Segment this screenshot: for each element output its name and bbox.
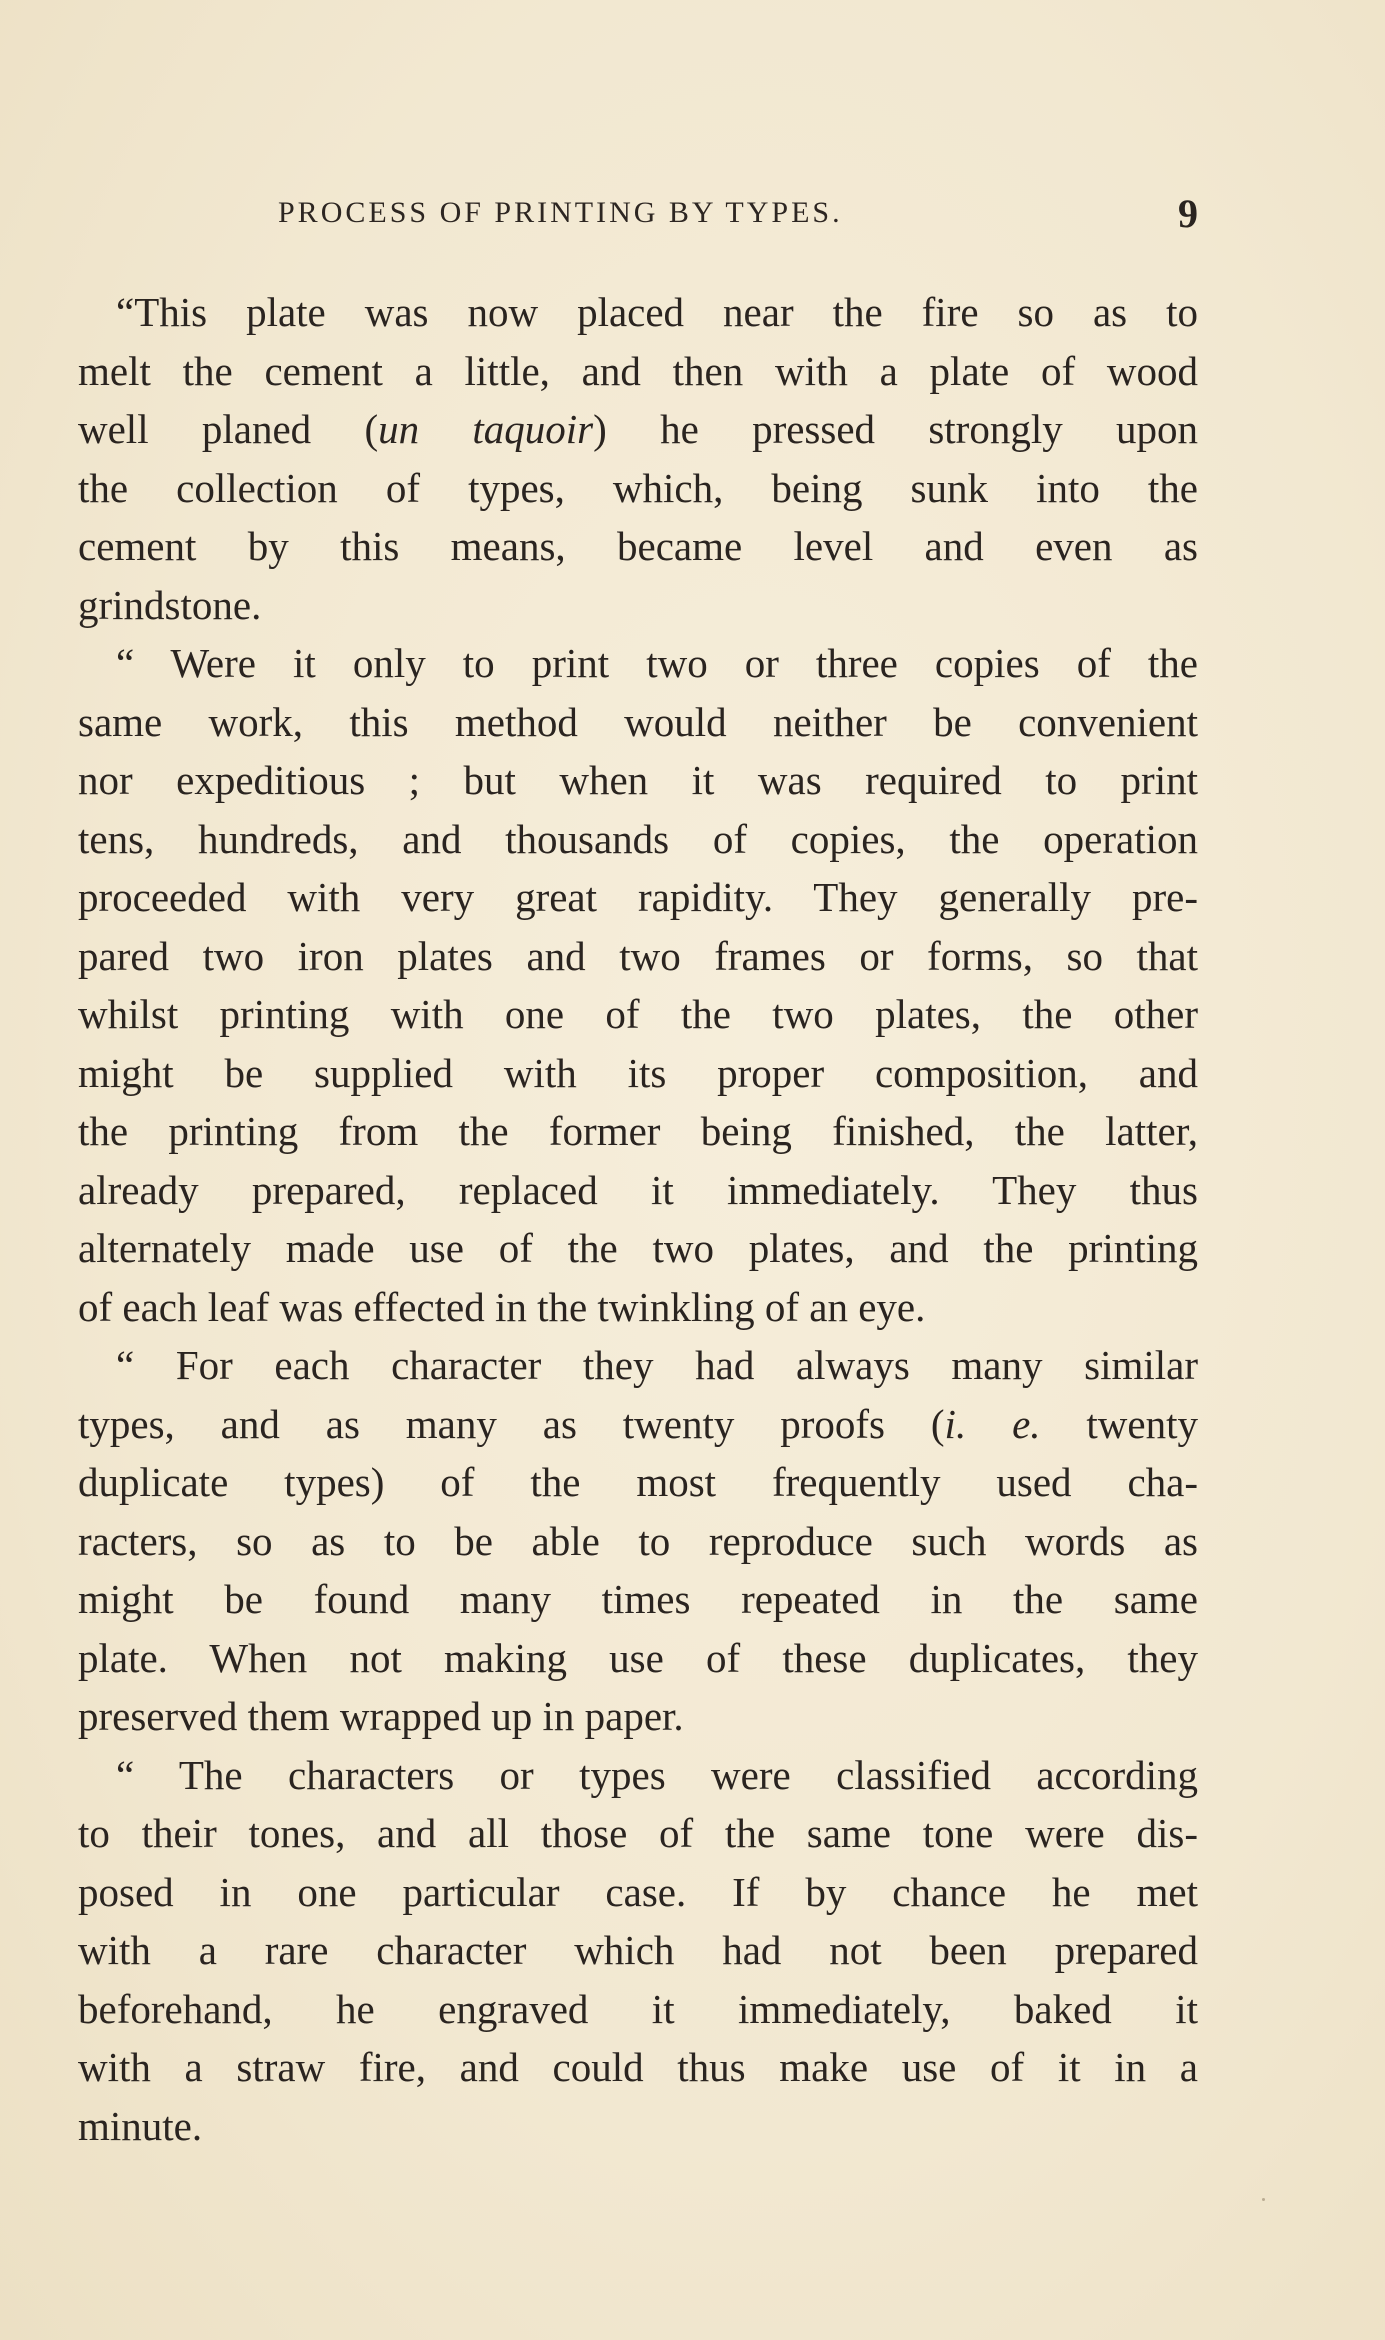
text-segment: posed in one particular case. If by chance he met	[78, 1868, 1198, 1915]
text-segment: racters, so as to be able to reproduce such words as	[78, 1517, 1198, 1564]
text-segment: melt the cement a little, and then with a plate of wood	[78, 347, 1198, 394]
text-line	[78, 2097, 1198, 2156]
text-segment: twenty	[1040, 1400, 1198, 1447]
text-line	[78, 1570, 1198, 1629]
italic-phrase: un taquoir	[378, 406, 594, 452]
text-segment: already prepared, replaced it immediately. They thus	[78, 1166, 1198, 1213]
text-line	[78, 810, 1198, 869]
body-text	[78, 283, 1198, 2155]
paragraph	[78, 634, 1198, 1336]
running-title: PROCESS OF PRINTING BY TYPES.	[278, 196, 843, 229]
text-segment: to their tones, and all those of the same tone were dis-	[78, 1810, 1198, 1856]
text-line	[78, 751, 1198, 810]
text-segment: proceeded with very great rapidity. They generally pre-	[78, 874, 1198, 920]
text-line	[78, 517, 1198, 576]
text-line	[78, 1687, 1198, 1746]
text-line	[78, 634, 1198, 693]
text-segment: duplicate types) of the most frequently used cha-	[78, 1459, 1198, 1505]
text-line	[78, 1161, 1198, 1220]
text-line	[78, 576, 1198, 635]
text-line	[78, 927, 1198, 986]
text-line	[78, 400, 1198, 459]
text-segment: the printing from the former being finished, the latter,	[78, 1108, 1198, 1154]
text-segment: grindstone.	[78, 581, 262, 628]
text-segment: might be found many times repeated in the same	[78, 1576, 1198, 1622]
page-number: 9	[1178, 191, 1198, 236]
text-segment: minute.	[78, 2102, 203, 2149]
text-line	[78, 1044, 1198, 1103]
text-segment: preserved them wrapped up in paper.	[78, 1693, 684, 1739]
text-line	[78, 868, 1198, 927]
text-line	[78, 985, 1198, 1044]
running-head	[78, 190, 1198, 242]
text-line	[78, 1512, 1198, 1571]
text-segment: same work, this method would neither be convenient	[78, 698, 1198, 745]
text-segment: plate. When not making use of these duplicates, they	[78, 1634, 1198, 1681]
text-segment: tens, hundreds, and thousands of copies, the operation	[78, 815, 1198, 862]
text-line	[78, 1746, 1198, 1805]
text-segment: types, and as many as twenty proofs (	[78, 1400, 945, 1447]
text-line	[78, 1395, 1198, 1454]
text-segment: “This plate was now placed near the fire so as to	[116, 289, 1198, 335]
text-segment: “ The characters or types were classified according	[116, 1751, 1198, 1798]
text-segment: of each leaf was effected in the twinkling of an eye.	[78, 1283, 926, 1330]
text-segment: cement by this means, became level and even as	[78, 523, 1198, 569]
text-segment: alternately made use of the two plates, and the printing	[78, 1225, 1198, 1271]
paragraph	[78, 1746, 1198, 2156]
text-line	[78, 1219, 1198, 1278]
paper-speck	[1262, 2198, 1265, 2201]
text-segment: whilst printing with one of the two plates, the other	[78, 991, 1198, 1037]
paragraph	[78, 1336, 1198, 1746]
italic-phrase: i. e.	[944, 1400, 1041, 1447]
text-segment: might be supplied with its proper composition, and	[78, 1049, 1198, 1096]
paragraph	[78, 283, 1198, 634]
text-segment: beforehand, he engraved it immediately, baked it	[78, 1985, 1198, 2032]
text-segment: with a straw fire, and could thus make use of it in a	[78, 2044, 1198, 2090]
text-line	[78, 342, 1198, 401]
text-line	[78, 283, 1198, 342]
text-segment: well planed (	[78, 406, 379, 452]
text-segment: nor expeditious ; but when it was required to print	[78, 757, 1198, 803]
text-line	[78, 1336, 1198, 1395]
text-line	[78, 1629, 1198, 1688]
text-line	[78, 459, 1198, 518]
text-line	[78, 1921, 1198, 1980]
text-line	[78, 2038, 1198, 2097]
text-line	[78, 1102, 1198, 1161]
text-line	[78, 1278, 1198, 1337]
text-segment: “ For each character they had always many similar	[116, 1342, 1198, 1388]
text-segment: ) he pressed strongly upon	[593, 406, 1198, 452]
text-segment: “ Were it only to print two or three copies of the	[116, 640, 1198, 686]
text-segment: with a rare character which had not been prepared	[78, 1927, 1198, 1973]
text-line	[78, 1863, 1198, 1922]
text-segment: pared two iron plates and two frames or forms, so that	[78, 932, 1198, 979]
text-line	[78, 1804, 1198, 1863]
text-line	[78, 1453, 1198, 1512]
text-segment: the collection of types, which, being sunk into the	[78, 464, 1198, 511]
text-line	[78, 693, 1198, 752]
text-line	[78, 1980, 1198, 2039]
